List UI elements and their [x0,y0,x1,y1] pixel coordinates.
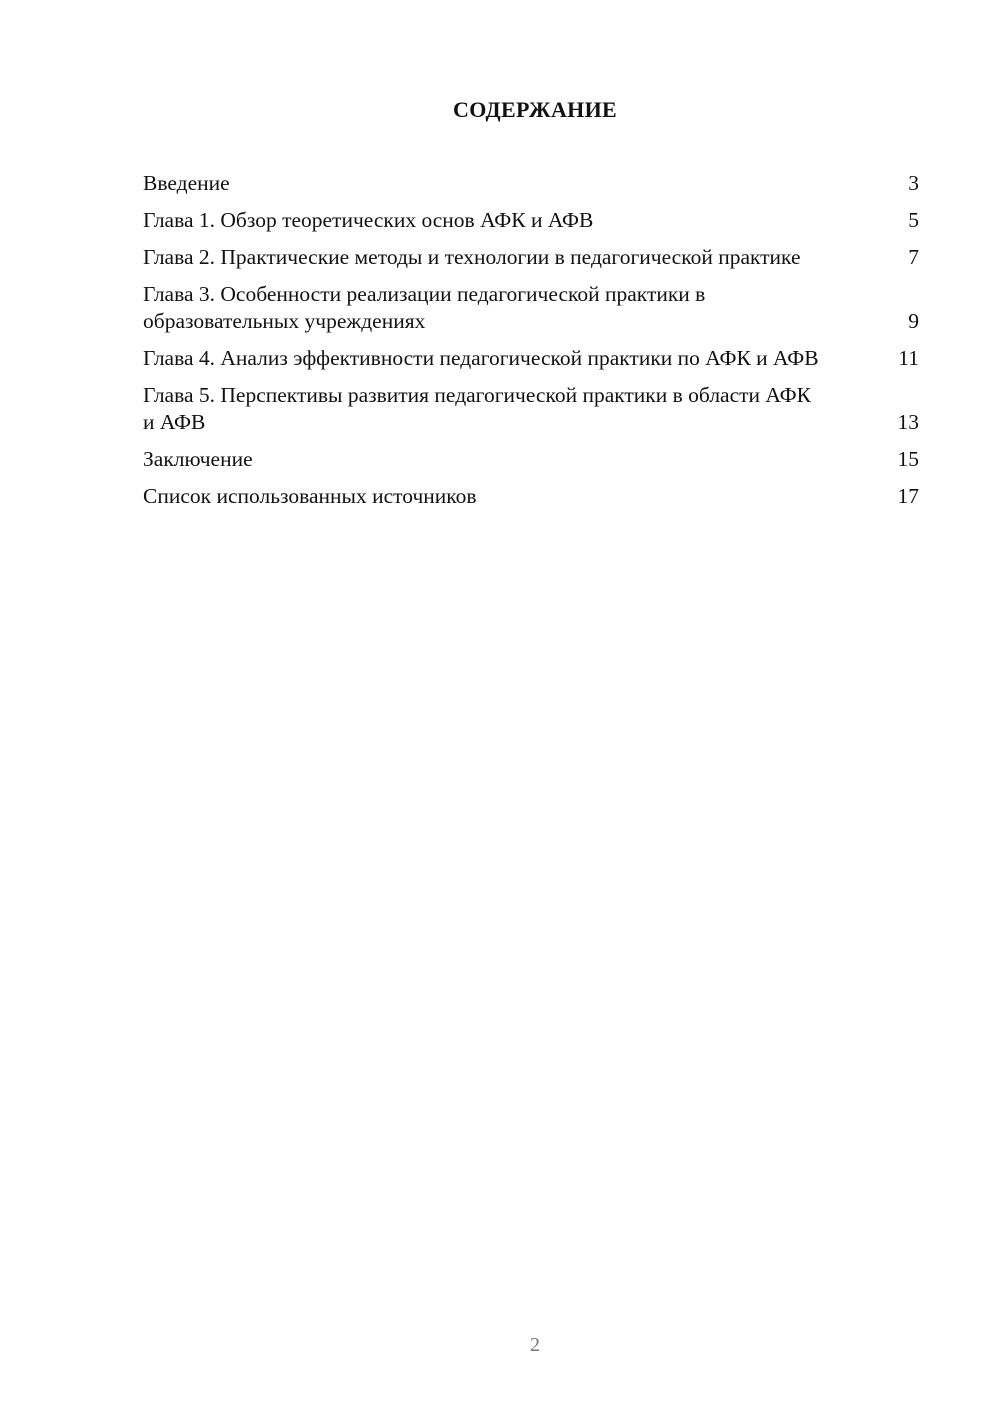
toc-entry-label: Глава 3. Особенности реализации педагогической практики в образовательных учреждениях [143,282,706,333]
toc-entry-page-number: 9 [908,309,919,333]
toc-entry-label: Глава 1. Обзор теоретических основ АФК и АФВ [143,208,594,232]
toc-entry-chapter-4 [143,345,919,372]
toc-entry-page-number: 17 [897,484,919,508]
toc-entry-conclusion [143,446,919,473]
toc-entry-page-number: 15 [897,447,919,471]
toc-entry-label: Заключение [143,447,253,471]
toc-entry-chapter-3 [143,281,919,335]
toc-entry-label: Список использованных источников [143,484,477,508]
toc-entry-label: Глава 5. Перспективы развития педагогической практики в области АФК и АФВ [143,383,811,434]
toc-entry-chapter-1 [143,207,919,234]
toc-entry-label: Глава 2. Практические методы и технологии в педагогической практике [143,245,801,269]
toc-entry-page-number: 7 [908,245,919,269]
toc-entry-page-number: 5 [908,208,919,232]
toc-entry-references [143,483,919,510]
toc-title: СОДЕРЖАНИЕ [453,97,617,122]
toc-entry-page-number: 3 [908,171,919,195]
table-of-contents [143,170,919,520]
toc-entry-label: Глава 4. Анализ эффективности педагогической практики по АФК и АФВ [143,346,819,370]
toc-entry-label: Введение [143,171,230,195]
toc-entry-page-number: 11 [898,346,919,370]
toc-entry-introduction [143,170,919,197]
page-number: 2 [530,1334,540,1356]
toc-entry-chapter-5 [143,382,919,436]
toc-entry-chapter-2 [143,244,919,271]
toc-entry-page-number: 13 [897,410,919,434]
